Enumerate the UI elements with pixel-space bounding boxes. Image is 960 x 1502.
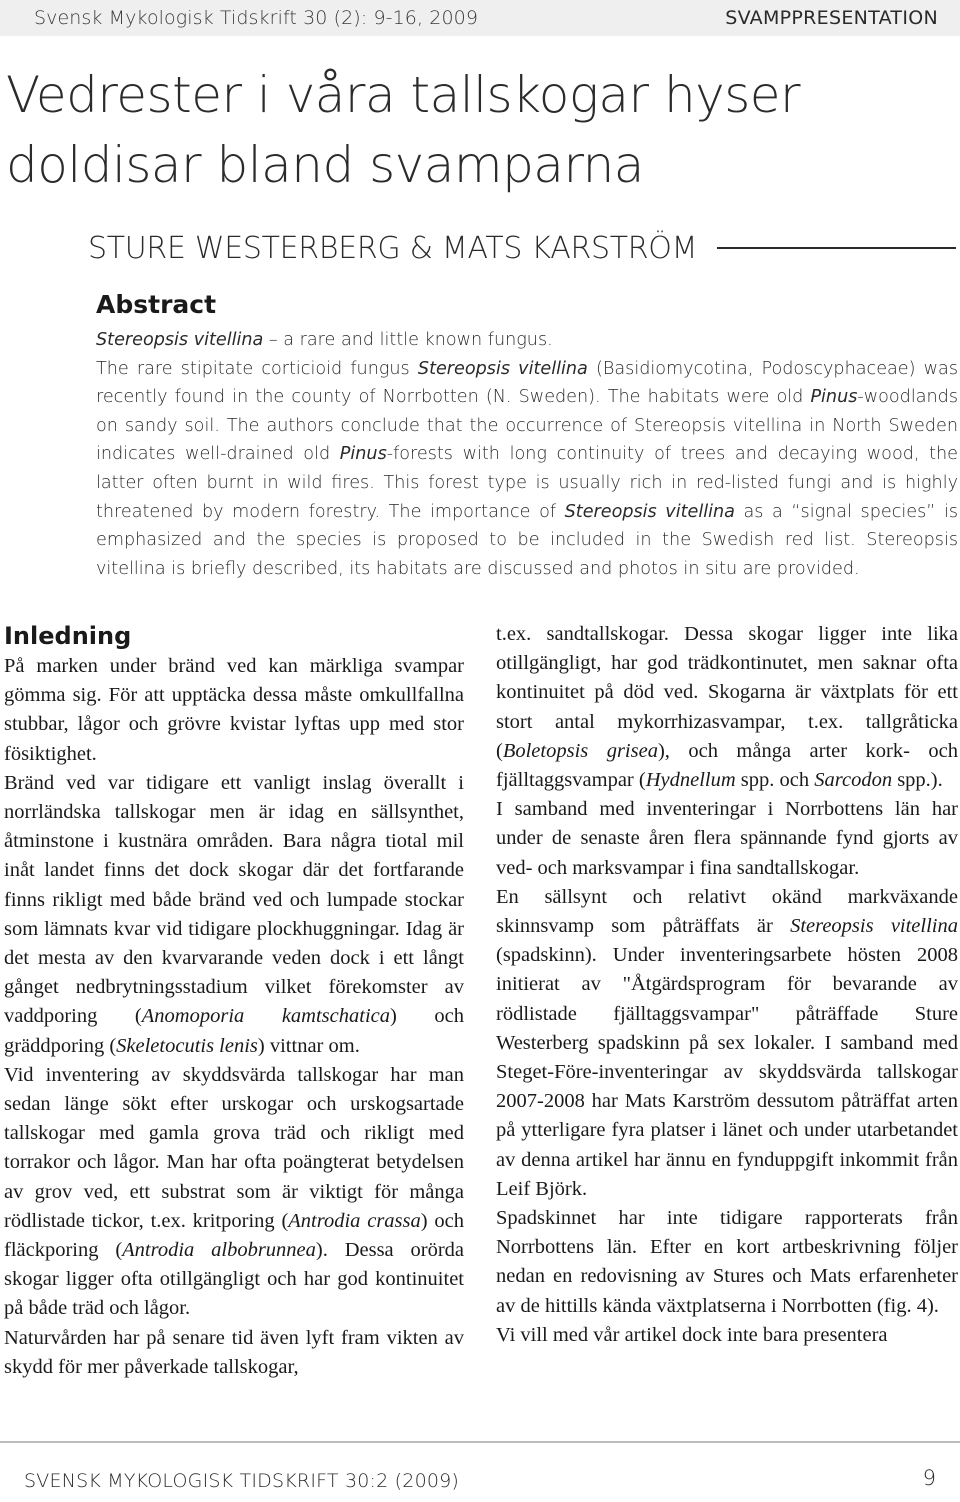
abstract-text: -woodlands on sandy soil. The authors conclude that the occurrence of Stereopsis vitellina in North Sweden indicates well-drained old [96,387,958,465]
paragraph: Spadskinnet har inte tidigare rapporterats från Norrbottens län. Efter en kort artbeskrivning följer nedan en redovisning av Stures och Mats erfarenheter av de hittills kända växtplatserna i Norrbotten (fig. 4). [496,1207,958,1317]
abstract-text: -forests with long continuity of trees and decaying wood, the latter often burnt in wild fires. This forest type is usually rich in red-listed fungi and is highly threatened by modern forestry. The importance of [96,444,958,522]
abstract-body [96,326,958,583]
species-name: Stereopsis vitellina [790,915,958,938]
paragraph-text: ). Dessa orörda skogar ligger ofta otillgängligt och har god kontinuitet på både träd och lågor. [4,1239,464,1320]
article-title: Vedrester i våra tallskogar hyser doldisar bland svamparna [6,66,801,194]
left-column [4,620,464,1382]
footer-rule [0,1441,960,1443]
right-column [496,620,958,1350]
abstract-species-name: Stereopsis vitellina [417,358,588,379]
paragraph-text: (spadskinn). Under inventeringsarbete hösten 2008 initierat av "Åtgärdsprogram för bevarande av rödlistade fjälltaggsvampar" påträffade Sture Westerberg spadskinn på sex lokaler. I samband med Steget-Före-inventeringar av skyddsvärda tallskogar 2007-2008 har Mats Karström dessutom påträffat arten på ytterligare fyra platser i länet och under utarbetandet av denna artikel har ännu en fynduppgift inkommit från Leif Björk. [496,944,958,1200]
species-name: Boletopsis grisea [502,739,658,762]
abstract-species-name: Stereopsis vitellina [564,501,735,522]
species-name: Anomoporia kamtschatica [141,1005,390,1028]
paragraph [4,1061,464,1324]
abstract-text: The rare stipitate corticioid fungus [96,358,418,379]
author-rule [717,247,956,249]
section-heading-inledning: Inledning [4,622,132,650]
page-number: 9 [922,1466,936,1490]
abstract-dash: – [263,330,284,350]
genus-name: Sarcodon [814,769,893,792]
paragraph-text: t.ex. sandtallskogar. Dessa skogar ligger inte lika otillgängligt, har god trädkontinutet, men saknar ofta kontinuitet på död ved. Skogarna är växtplats för ett stort antal mykorrhizasvampar, t.ex. tallgråticka ( [496,623,958,762]
authors: STURE WESTERBERG & MATS KARSTRÖM [88,230,698,266]
abstract-genus-name: Pinus [339,444,387,465]
genus-name: Hydnellum [645,769,736,792]
paragraph: Vi vill med vår artikel dock inte bara presentera [496,1323,888,1346]
paragraph-text: spp.). [892,769,943,792]
paragraph-text: spp. och [735,769,815,792]
paragraph: Naturvården har på senare tid även lyft fram vikten av skydd för mer påverkade tallskogar, [4,1326,464,1378]
paragraph: På marken under bränd ved kan märkliga svampar gömma sig. För att upptäcka dessa måste omkullfallna stubbar, lågor och grövre kvistar lyftas upp med stor fösiktighet. [4,655,464,765]
journal-reference: Svensk Mykologisk Tidskrift 30 (2): 9-16, 2009 [34,7,479,29]
paragraph [4,769,464,1061]
paragraph-text: ) och fläckporing ( [4,1209,464,1262]
abstract-genus-name: Pinus [810,387,858,408]
paragraph-text: ) vittnar om. [257,1034,360,1057]
paragraph-text: ) och gräddporing ( [4,1005,464,1057]
section-label: SVAMPPRESENTATION [725,7,938,29]
author-line [88,228,956,268]
paragraph-text: Vid inventering av skyddsvärda tallskogar har man sedan länge sökt efter urskogar och urskogsartade tallskogar med gamla grova träd och rikligt med torrakor och lågor. Man har ofta poängterat betydelsen av grov ved, ett substrat som är viktigt för många rödlistade tickor, t.ex. kritporing ( [4,1063,464,1232]
abstract-heading: Abstract [96,290,217,319]
abstract-subtitle [96,326,958,355]
paragraph-text: Bränd ved var tidigare ett vanligt inslag överallt i norrländska tallskogar men är idag en sällsynthet, åtminstone i kustnära områden. Bara några tiotal mil inåt landet finns det dock skogar där det fortfarande finns rikligt med både bränd ved och lumpade stockar som lämnats kvar vid tidigare plockhuggningar. Idag är det mesta av den kvarvarande veden dock i ett långt gånget nedbrytningsstadium vilket förekomster av vaddporing ( [4,771,464,1028]
paragraph [496,620,958,795]
species-name: Skeletocutis lenis [116,1034,258,1057]
abstract-subtitle-text: a rare and little known fungus. [283,330,553,350]
abstract-paragraph [96,355,958,584]
paragraph: I samband med inventeringar i Norrbottens län har under de senaste åren flera spännande fynd gjorts av ved- och marksvampar i fina sandtallskogar. [496,798,958,879]
abstract-species-name: Stereopsis vitellina [96,330,264,350]
abstract-text: (Basidiomycotina, Podoscyphaceae) was recently found in the county of Norrbotten (N. Sweden). The habitats were old [96,358,959,408]
running-header [0,0,960,36]
species-name: Antrodia crassa [288,1209,421,1232]
paragraph-text: ), och många arter kork- och fjälltaggsvampar ( [496,739,958,792]
abstract-text: as a “signal species” is emphasized and the species is proposed to be included in the Swedish red list. Stereopsis vitellina is briefly described, its habitats are discussed and photos in situ are provided. [96,501,959,579]
paragraph [496,883,958,1204]
footer-journal-name: SVENSK MYKOLOGISK TIDSKRIFT 30:2 (2009) [24,1470,460,1492]
species-name: Antrodia albobrunnea [122,1239,316,1262]
paragraph-text: En sällsynt och relativt okänd markväxande skinnsvamp som påträffats är [496,885,958,938]
